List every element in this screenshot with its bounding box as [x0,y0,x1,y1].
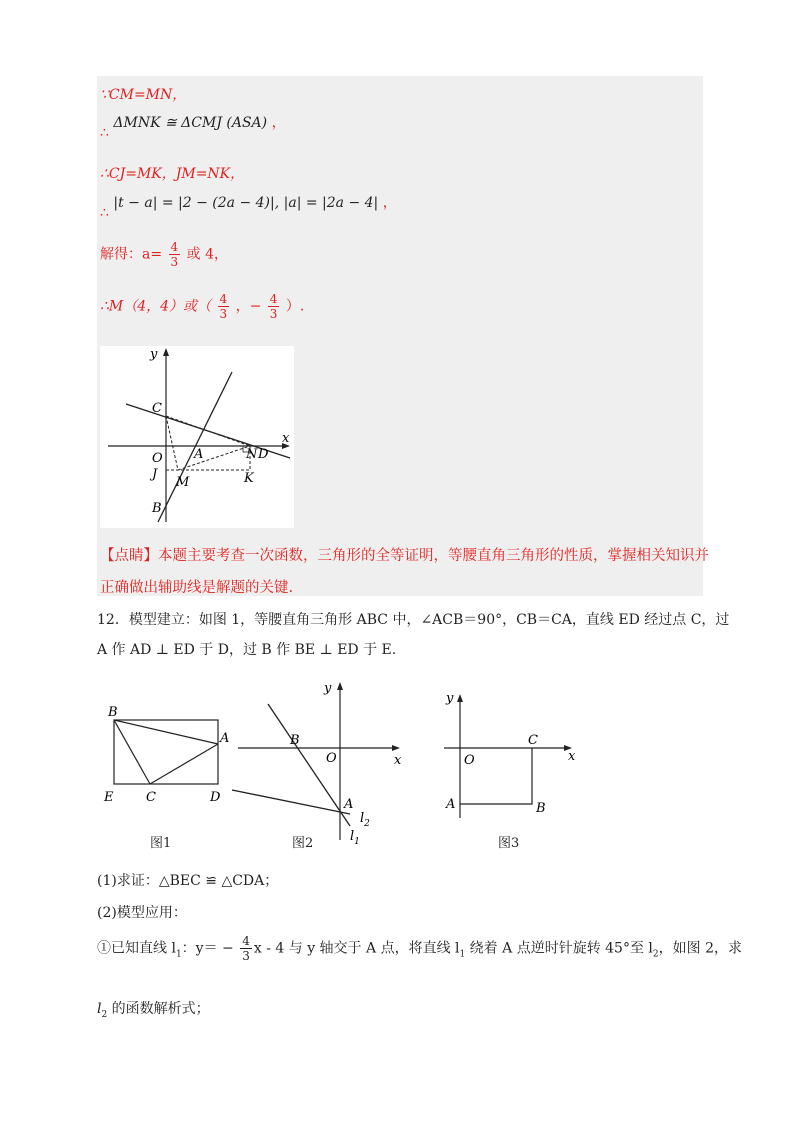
fraction-numerator: 4 [219,292,228,306]
problem-line-1: 12．模型建立：如图 1，等腰直角三角形 ABC 中，∠ACB＝90°，CB＝CA，直线 ED 经过点 C，过 [97,612,730,628]
solution-line-4 [100,192,397,221]
line-l2 [232,790,350,814]
q3-fraction [240,934,252,963]
q3-text-e: ，如图 2，求 [658,940,742,957]
fraction-denominator: 3 [242,949,250,963]
label-l2: $l_2$ [360,811,370,829]
label-o: O [464,753,475,768]
fraction-numerator: 4 [269,292,278,306]
label-c: C [528,733,538,748]
therefore-symbol: ∴ [100,205,109,221]
label-x: x [394,753,402,768]
coord-suffix: ）. [285,298,305,315]
figure-1 [100,700,240,810]
figure-3 [440,688,590,828]
label-o: O [326,751,337,766]
label-e: E [104,790,114,805]
x-axis-arrow [392,745,400,751]
solution-line-1 [100,84,186,104]
therefore-symbol: ∴ [100,125,109,141]
label-y: y [150,347,158,362]
comma: ， [382,195,397,211]
q3-sub-3: 2 [652,949,659,960]
label-b: B [152,501,162,516]
line-l1 [268,704,350,826]
solution-line-2 [100,112,286,141]
label-b: B [108,705,118,720]
label-m: M [176,475,190,490]
solution-line-5 [100,240,228,269]
q3-sub-2: 1 [459,949,466,960]
label-l1: $l_1$ [350,829,360,846]
q3-l-sub: 2 [101,1009,108,1020]
comma: ， [271,115,286,131]
label-b: B [536,801,546,816]
y-axis-arrow [457,694,463,702]
label-y: y [324,681,332,696]
question-2: (2)模型应用： [97,905,187,921]
label-a: A [344,797,354,812]
label-a: A [220,731,230,746]
q3-line2-text: 的函数解析式； [107,1001,210,1017]
fraction-numerator: 4 [170,240,179,254]
solution-line-1-text: ∵CM=MN， [100,87,187,103]
question-2-part-1 [97,934,742,963]
congruence-formula: ΔMNK ≅ ΔCMJ (ASA) [113,115,268,131]
figure-1-caption: 图1 [150,836,172,851]
question-1: (1)求证：△BEC ≌ △CDA； [97,873,279,889]
problem-line-2: A 作 AD ⊥ ED 于 D，过 B 作 BE ⊥ ED 于 E. [97,642,397,658]
label-x: x [282,431,290,446]
figure-3-caption: 图3 [498,836,520,851]
figure-2-caption: 图2 [292,836,314,851]
label-o: O [152,451,163,466]
label-j: J [152,467,158,482]
label-c: C [146,790,156,805]
label-d: D [210,790,221,805]
figure-background [100,346,294,528]
fraction-numerator: 4 [242,934,250,948]
fraction-denominator: 3 [170,255,179,269]
fraction-denominator: 3 [269,307,278,321]
comment-line-1: 【点睛】本题主要考查一次函数，三角形的全等证明，等腰直角三角形的性质，掌握相关知识并 [100,548,709,564]
solution-coordinate-figure [100,346,294,528]
comment-line-2: 正确做出辅助线是解题的关键. [100,580,294,596]
segment-bc [114,720,150,784]
solved-suffix: 或 4， [186,246,228,263]
absolute-value-equations: |t − a| = |2 − (2a − 4)|, |a| = |2a − 4| [113,195,379,211]
fraction-4-3-b [268,292,280,321]
question-2-part-1-continued [97,998,210,1020]
label-c: C [152,401,162,416]
label-x: x [568,749,576,764]
q3-l-symbol: l [97,1001,102,1017]
y-axis-arrow [337,682,343,690]
solved-label: 解得：a= [100,246,163,263]
solution-line-3-text: ∴CJ=MK，JM=NK， [100,166,245,182]
segment-ba [114,720,218,744]
label-n: N [246,447,258,462]
fraction-4-3-a [218,292,230,321]
q3-text-b: ：y＝ − [181,940,234,957]
label-a: A [446,797,456,812]
label-d: D [258,447,269,462]
q3-sub-1: 1 [175,949,182,960]
label-b: B [290,733,300,748]
figure-2 [228,676,408,846]
segment-ca [150,744,218,784]
solution-line-6 [100,292,304,321]
fraction-4-3 [169,240,181,269]
solution-line-3 [100,163,244,183]
label-k: K [244,471,254,486]
q3-text-c: x - 4 与 y 轴交于 A 点，将直线 l [253,940,460,957]
q3-text-d: 绕着 A 点逆时针旋转 45°至 l [465,940,653,957]
label-a: A [194,447,204,462]
coord-prefix: ∴M（4，4）或（ [100,298,212,315]
label-y: y [446,691,454,706]
fraction-denominator: 3 [219,307,228,321]
coord-separator: ，− [235,298,262,315]
q3-text-a: ①已知直线 l [97,940,176,957]
